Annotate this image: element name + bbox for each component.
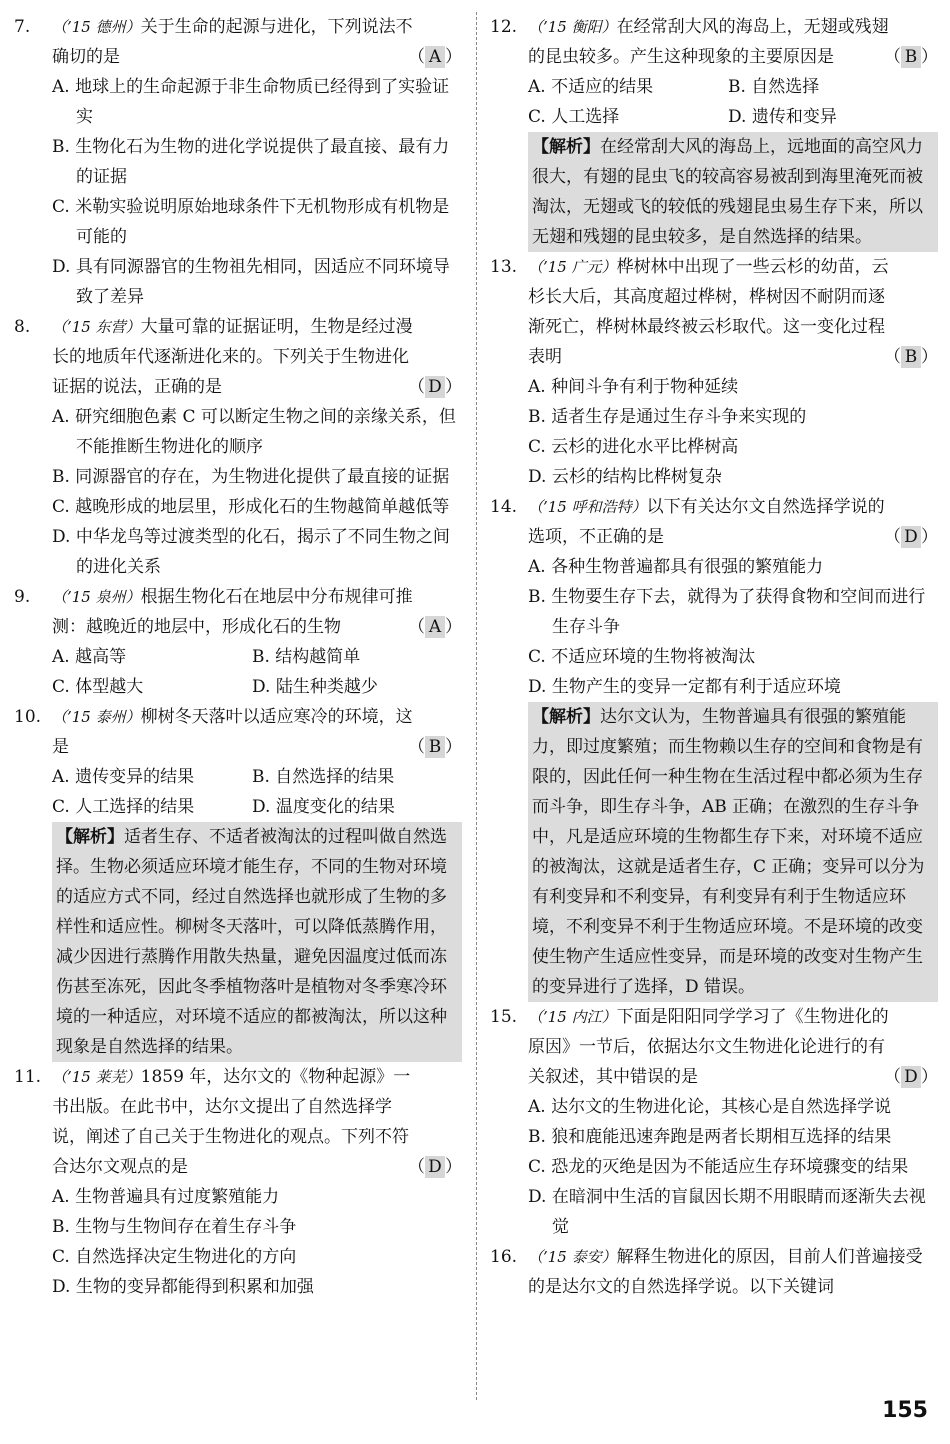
answer-bracket: （ D ）	[884, 1067, 938, 1087]
answer-bracket: （ B ）	[884, 347, 938, 367]
option-row	[14, 762, 462, 792]
option-item: B. 生物要生存下去，就得为了获得食物和空间而进行生存斗争	[528, 587, 926, 637]
question-text: 下面是阳阳同学学习了《生物进化的原因》一节后，依据达尔文生物进化论进行的有关叙述，其中错误的是	[528, 1007, 889, 1087]
explanation-text: 适者生存、不适者被淘汰的过程叫做自然选择。生物必须适应环境才能生存，不同的生物对环境的适应方式不同，经过自然选择也就形成了生物的多样性和适应性。柳树冬天落叶，可以降低蒸腾作用，减少因进行蒸腾作用散失热量，避免因温度过低而冻伤甚至冻死，因此冬季植物落叶是植物对冬季寒冷环境的一种适应，对环境不适应的都被淘汰，所以这种现象是自然选择的结果。	[56, 827, 447, 1057]
option-item: C. 体型越大	[52, 677, 144, 697]
option-item: B. 自然选择的结果	[252, 767, 395, 787]
question-item	[14, 702, 462, 1062]
question-stem	[490, 252, 938, 372]
answer-letter: B	[425, 736, 445, 758]
answer-letter: B	[901, 346, 921, 368]
question-number: 12.	[490, 17, 518, 37]
answer-letter: D	[425, 376, 445, 398]
option-item: A. 种间斗争有利于物种延续	[528, 377, 739, 397]
option-item: D. 陆生种类越少	[252, 677, 378, 697]
question-source: （’15 内江）	[528, 1008, 617, 1026]
option-item: C. 人工选择	[528, 107, 620, 127]
question-stem	[14, 12, 462, 72]
answer-letter: B	[901, 46, 921, 68]
question-source: （’15 德州）	[52, 18, 141, 36]
question-number: 8.	[14, 317, 31, 337]
question-number: 9.	[14, 587, 31, 607]
answer-letter: D	[901, 526, 921, 548]
option-item: B. 生物与生物间存在着生存斗争	[52, 1217, 297, 1237]
answer-bracket: （ A ）	[408, 617, 462, 637]
question-source: （’15 莱芜）	[52, 1068, 141, 1086]
answer-letter: D	[901, 1066, 921, 1088]
question-stem	[490, 1242, 938, 1302]
question-source: （’15 东营）	[52, 318, 141, 336]
question-source: （’15 泰安）	[528, 1248, 617, 1266]
question-number: 15.	[490, 1007, 518, 1027]
option-item: D. 温度变化的结果	[252, 797, 395, 817]
option-item: B. 同源器官的存在，为生物进化提供了最直接的证据	[52, 467, 450, 487]
option-item: C. 恐龙的灭绝是因为不能适应生存环境骤变的结果	[528, 1157, 909, 1177]
answer-bracket: （ D ）	[408, 377, 462, 397]
column-divider	[476, 12, 477, 1400]
question-stem	[14, 702, 462, 762]
question-number: 16.	[490, 1247, 518, 1267]
question-text: 根据生物化石在地层中分布规律可推测：越晚近的地层中，形成化石的生物	[52, 587, 413, 637]
question-item	[490, 492, 938, 1002]
explanation-text: 在经常刮大风的海岛上，远地面的高空风力很大，有翅的昆虫飞的较高容易被刮到海里淹死而被淘汰，无翅或飞的较低的残翅昆虫易生存下来，所以无翅和残翅的昆虫较多，是自然选择的结果。	[532, 137, 923, 247]
option-item: A. 各种生物普遍都具有很强的繁殖能力	[528, 557, 824, 577]
option-item: C. 越晚形成的地层里，形成化石的生物越简单越低等	[52, 497, 450, 517]
question-text: 桦树林中出现了一些云杉的幼苗，云杉长大后，其高度超过桦树，桦树因不耐阴而逐渐死亡，桦树林最终被云杉取代。这一变化过程表明	[528, 257, 889, 367]
option-item: B. 适者生存是通过生存斗争来实现的	[528, 407, 807, 427]
question-stem	[14, 582, 462, 642]
option-item: A. 地球上的生命起源于非生命物质已经得到了实验证实	[52, 77, 450, 127]
question-item	[14, 1062, 462, 1302]
question-text: 以下有关达尔文自然选择学说的选项，不正确的是	[528, 497, 885, 547]
question-stem	[490, 492, 938, 552]
explanation-box	[528, 132, 938, 252]
question-source: （’15 衡阳）	[528, 18, 617, 36]
option-row	[14, 642, 462, 672]
question-item	[14, 582, 462, 702]
answer-letter: A	[425, 616, 445, 638]
question-number: 11.	[14, 1067, 42, 1087]
question-stem	[490, 12, 938, 72]
option-item: D. 遗传和变异	[728, 107, 837, 127]
option-item: C. 自然选择决定生物进化的方向	[52, 1247, 297, 1267]
question-stem	[14, 1062, 462, 1182]
option-item: A. 生物普遍具有过度繁殖能力	[52, 1187, 280, 1207]
explanation-tag: 【解析】	[56, 827, 124, 847]
option-item: D. 中华龙鸟等过渡类型的化石，揭示了不同生物之间的进化关系	[52, 527, 450, 577]
question-item	[14, 312, 462, 582]
question-number: 10.	[14, 707, 42, 727]
option-item: C. 不适应环境的生物将被淘汰	[528, 647, 756, 667]
question-stem	[490, 1002, 938, 1092]
option-item: B. 自然选择	[728, 77, 820, 97]
option-item: B. 生物化石为生物的进化学说提供了最直接、最有力的证据	[52, 137, 450, 187]
option-row	[490, 102, 938, 132]
explanation-tag: 【解析】	[532, 707, 600, 727]
option-item: A. 达尔文的生物进化论，其核心是自然选择学说	[528, 1097, 892, 1117]
option-item: D. 具有同源器官的生物祖先相同，因适应不同环境导致了差异	[52, 257, 450, 307]
option-item: D. 生物产生的变异一定都有利于适应环境	[528, 677, 841, 697]
option-row	[14, 672, 462, 702]
question-source: （’15 广元）	[528, 258, 617, 276]
question-item	[490, 1242, 938, 1302]
option-row	[490, 72, 938, 102]
question-text: 在经常刮大风的海岛上，无翅或残翅的昆虫较多。产生这种现象的主要原因是	[528, 17, 889, 67]
answer-letter: D	[425, 1156, 445, 1178]
answer-bracket: （ A ）	[408, 47, 462, 67]
answer-bracket: （ D ）	[884, 527, 938, 547]
option-item: D. 生物的变异都能得到积累和加强	[52, 1277, 314, 1297]
answer-letter: A	[425, 46, 445, 68]
option-item: B. 狼和鹿能迅速奔跑是两者长期相互选择的结果	[528, 1127, 892, 1147]
option-item: A. 遗传变异的结果	[52, 767, 195, 787]
left-column	[14, 12, 462, 1302]
question-item	[490, 12, 938, 252]
question-item	[14, 12, 462, 312]
option-item: C. 人工选择的结果	[52, 797, 195, 817]
answer-bracket: （ D ）	[408, 1157, 462, 1177]
option-item: D. 云杉的结构比桦树复杂	[528, 467, 722, 487]
question-text: 柳树冬天落叶以适应寒冷的环境，这是	[52, 707, 413, 757]
question-text: 大量可靠的证据证明，生物是经过漫长的地质年代逐渐进化来的。下列关于生物进化证据的说法，正确的是	[52, 317, 413, 397]
option-item: A. 不适应的结果	[528, 77, 654, 97]
question-text: 1859 年，达尔文的《物种起源》一书出版。在此书中，达尔文提出了自然选择学说，阐述了自己关于生物进化的观点。下列不符合达尔文观点的是	[52, 1067, 411, 1177]
question-item	[490, 252, 938, 492]
explanation-tag: 【解析】	[532, 137, 600, 157]
option-item: C. 米勒实验说明原始地球条件下无机物形成有机物是可能的	[52, 197, 450, 247]
option-item: A. 研究细胞色素 C 可以断定生物之间的亲缘关系，但不能推断生物进化的顺序	[52, 407, 456, 457]
question-number: 7.	[14, 17, 31, 37]
right-column	[490, 12, 938, 1302]
question-source: （’15 泰州）	[52, 708, 141, 726]
option-row	[14, 792, 462, 822]
explanation-text: 达尔文认为，生物普遍具有很强的繁殖能力，即过度繁殖；而生物赖以生存的空间和食物是有限的，因此任何一种生物在生活过程中都必须为生存而斗争，即生存斗争，AB 正确；在激烈的生存斗争中，凡是适应环境的生物都生存下来，对环境不适应的被淘汰，这就是适者生存，C 正确；变异可以分为有利变异和不利变异，有利变异有利于生物适应环境，不利变异不利于生物适应环境。不是环境的改变使生物产生适应性变异，而是环境的改变对生物产生的变异进行了选择，D 错误。	[532, 707, 925, 997]
question-source: （’15 呼和浩特）	[528, 498, 647, 516]
question-text: 解释生物进化的原因，目前人们普遍接受的是达尔文的自然选择学说。以下关键词	[528, 1247, 923, 1297]
question-stem	[14, 312, 462, 402]
option-item: B. 结构越简单	[252, 647, 361, 667]
question-source: （’15 泉州）	[52, 588, 141, 606]
question-text: 关于生命的起源与进化，下列说法不确切的是	[52, 17, 413, 67]
option-item: D. 在暗洞中生活的盲鼠因长期不用眼睛而逐渐失去视觉	[528, 1187, 926, 1237]
page-number: 155	[882, 1398, 928, 1423]
question-number: 14.	[490, 497, 518, 517]
explanation-box	[528, 702, 938, 1002]
option-item: A. 越高等	[52, 647, 127, 667]
question-item	[490, 1002, 938, 1242]
option-item: C. 云杉的进化水平比桦树高	[528, 437, 739, 457]
answer-bracket: （ B ）	[884, 47, 938, 67]
answer-bracket: （ B ）	[408, 737, 462, 757]
question-number: 13.	[490, 257, 518, 277]
explanation-box	[52, 822, 462, 1062]
